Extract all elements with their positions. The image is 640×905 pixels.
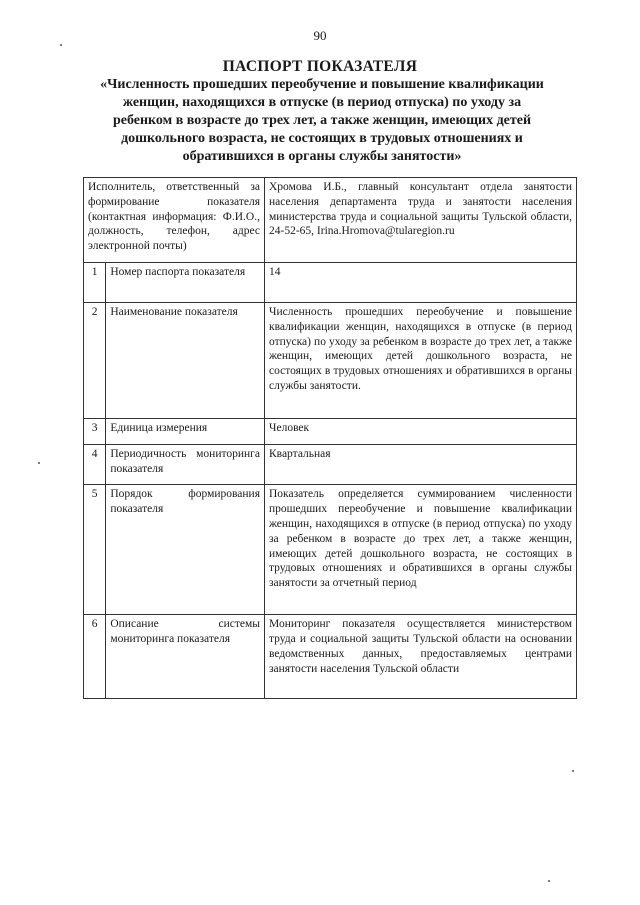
row-label: Описание системы мониторинга показателя (106, 615, 265, 699)
row-value: Показатель определяется суммированием численности прошедших переобучение и повышение квалификации женщин, находящихся в отпуске (в период отпуска) по уходу за ребенком в возрасте до трех лет, а также женщин, имеющих детей дошкольного возраста, не состоящих в трудовых отношениях и обратившихся в органы службы занятости за отчетный период (265, 485, 577, 615)
row-label: Номер паспорта показателя (106, 262, 265, 302)
scan-speck (38, 462, 40, 464)
table-row (84, 262, 577, 302)
document-subtitle: «Численность прошедших переобучение и повышение квалификации женщин, находящихся в отпуске (в период отпуска) по уходу за ребенком в возрасте до трех лет, а также женщин, имеющих детей дошкольного возраста, не состоящих в трудовых отношениях и обратившихся в органы службы занятости» (100, 77, 544, 164)
passport-table (83, 177, 577, 699)
row-label: Периодичность мониторинга показателя (106, 444, 265, 485)
table-row (84, 302, 577, 418)
row-label: Порядок формирования показателя (106, 485, 265, 615)
scan-speck (60, 44, 62, 46)
table-row (84, 615, 577, 699)
row-label: Единица измерения (106, 418, 265, 444)
row-value: Человек (265, 418, 577, 444)
page-number: 90 (313, 28, 327, 43)
table-row (84, 418, 577, 444)
document-title: ПАСПОРТ ПОКАЗАТЕЛЯ (222, 58, 418, 75)
scan-speck (548, 880, 550, 882)
table-row-executor (84, 178, 577, 263)
row-value: Численность прошедших переобучение и повышение квалификации женщин, находящихся в отпуске (в период отпуска) по уходу за ребенком в возрасте до трех лет, а также женщин, имеющих детей дошкольного возраста, не состоящих в трудовых отношениях и обратившихся в органы службы занятости. (265, 302, 577, 418)
executor-value: Хромова И.Б., главный консультант отдела занятости населения департамента труда и занятости населения министерства труда и социальной защиты Тульской области, 24-52-65, Irina.Hromova@tularegion.ru (265, 178, 577, 263)
row-number: 1 (84, 262, 106, 302)
row-number: 2 (84, 302, 106, 418)
table-row (84, 444, 577, 485)
row-number: 5 (84, 485, 106, 615)
row-number: 6 (84, 615, 106, 699)
executor-label: Исполнитель, ответственный за формирование показателя (контактная информация: Ф.И.О., должность, телефон, адрес электронной почты) (84, 178, 265, 263)
scan-speck (572, 770, 574, 772)
row-number: 3 (84, 418, 106, 444)
table-row (84, 485, 577, 615)
row-value: 14 (265, 262, 577, 302)
row-value: Мониторинг показателя осуществляется министерством труда и социальной защиты Тульской области на основании ведомственных данных, предоставляемых центрами занятости населения Тульской области (265, 615, 577, 699)
row-value: Квартальная (265, 444, 577, 485)
row-number: 4 (84, 444, 106, 485)
row-label: Наименование показателя (106, 302, 265, 418)
